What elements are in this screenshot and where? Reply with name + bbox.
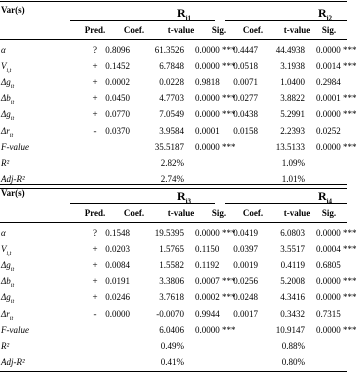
var-cell bbox=[1, 309, 13, 325]
t-cell: 5.2991 bbox=[280, 109, 305, 120]
sig-cell: 0.0252 bbox=[316, 125, 341, 136]
pred-cell: + bbox=[92, 276, 98, 287]
var-cell bbox=[1, 260, 14, 276]
var-cell bbox=[1, 292, 14, 308]
sig-cell: 0.0001 *** bbox=[316, 93, 357, 104]
t-cell: 6.7848 bbox=[159, 61, 184, 72]
header-rule bbox=[0, 222, 347, 223]
var-cell bbox=[1, 276, 14, 292]
sig-cell: 0.0000 *** bbox=[316, 292, 357, 303]
t-cell: 44.4938 bbox=[275, 45, 305, 55]
coef-cell: 0.0370 bbox=[105, 125, 130, 136]
sig-cell: 0.0007 *** bbox=[195, 276, 236, 287]
sig-cell: 0.2984 bbox=[316, 77, 341, 88]
var-subscript: it bbox=[10, 299, 15, 306]
coef-cell: 0.0158 bbox=[233, 125, 258, 136]
var-subscript: it bbox=[9, 315, 14, 322]
fvalue-sig-1: 0.0000 *** bbox=[195, 324, 236, 335]
var-subscript: it bbox=[10, 100, 15, 107]
fvalue-sig-2: 0.0000 *** bbox=[316, 324, 357, 335]
model-title bbox=[305, 189, 345, 208]
pred-cell: - bbox=[93, 125, 97, 136]
var-cell bbox=[1, 109, 14, 125]
var-symbol: Δb bbox=[1, 93, 11, 104]
coef-cell: 0.0256 bbox=[233, 276, 258, 287]
sig-cell: 0.0014 *** bbox=[316, 61, 357, 72]
adjr2-label: Adj-R² bbox=[1, 356, 25, 367]
coef-cell: 0.0248 bbox=[233, 292, 258, 303]
t-cell: 4.3416 bbox=[280, 292, 305, 303]
sig-cell: 0.0000 *** bbox=[316, 109, 357, 120]
model-underline-1 bbox=[70, 20, 215, 21]
coef-cell: 0.0518 bbox=[233, 61, 258, 72]
sig-header: Sig. bbox=[211, 208, 227, 218]
var-symbol: Δg bbox=[1, 260, 11, 271]
model-subscript: i2 bbox=[326, 14, 333, 23]
t-cell: 0.0228 bbox=[159, 77, 184, 88]
pred-cell: + bbox=[92, 61, 98, 72]
sig-header: Sig. bbox=[321, 25, 337, 35]
t-cell: 0.4119 bbox=[280, 260, 305, 271]
model-underline-2 bbox=[225, 203, 347, 204]
var-cell bbox=[1, 45, 6, 56]
sig-cell: 0.0000 *** bbox=[316, 45, 357, 55]
var-cell bbox=[1, 228, 6, 239]
coef-cell: 0.0246 bbox=[105, 292, 130, 303]
coef-cell: 0.0203 bbox=[105, 244, 130, 255]
var-cell bbox=[1, 93, 14, 109]
coef-cell: 0.0002 bbox=[105, 77, 130, 88]
sig-cell: 0.6805 bbox=[316, 260, 341, 271]
r2-1: 0.49% bbox=[160, 340, 184, 351]
pred-cell: + bbox=[92, 93, 98, 104]
pred-header: Pred. bbox=[84, 208, 106, 218]
coef-cell: 0.0438 bbox=[233, 109, 258, 120]
var-subscript: it bbox=[10, 116, 15, 123]
model-title bbox=[164, 189, 204, 208]
fvalue-sig-2: 0.0000 *** bbox=[316, 141, 357, 152]
coef-cell: 0.0084 bbox=[105, 260, 130, 271]
model-subscript: i1 bbox=[185, 14, 192, 23]
sig-cell: 0.0000 *** bbox=[316, 228, 357, 238]
var-symbol: α bbox=[1, 45, 6, 55]
coef-cell: 0.0017 bbox=[233, 308, 258, 319]
t-cell: 19.5395 bbox=[154, 228, 184, 238]
coef-cell: 0.8096 bbox=[105, 45, 130, 55]
fvalue-sig-1: 0.0000 *** bbox=[195, 141, 236, 152]
adjr2-1: 0.41% bbox=[160, 356, 184, 367]
sig-cell: 0.0000 *** bbox=[195, 109, 236, 120]
adjr2-2: 0.80% bbox=[281, 356, 305, 367]
r2-label: R² bbox=[1, 157, 10, 168]
var-symbol: Δg bbox=[1, 109, 11, 120]
sig-cell: 0.0004 *** bbox=[316, 244, 357, 255]
coef-header: Coef. bbox=[123, 25, 145, 35]
pred-cell: ? bbox=[93, 45, 97, 55]
coef-cell: 0.4447 bbox=[233, 45, 258, 55]
model-subscript: i3 bbox=[185, 197, 192, 206]
coef-cell: 0.0419 bbox=[233, 228, 258, 238]
var-cell bbox=[1, 126, 13, 142]
coef-cell: 0.0071 bbox=[233, 77, 258, 88]
t-cell: 3.3806 bbox=[159, 276, 184, 287]
adjr2-2: 1.01% bbox=[281, 173, 305, 184]
var-header: Var(s) bbox=[1, 5, 25, 15]
t-cell: 3.9584 bbox=[159, 125, 184, 136]
coef-cell: 0.1548 bbox=[105, 228, 130, 238]
sig-cell: 0.0000 *** bbox=[195, 228, 236, 238]
coef-cell: 0.1452 bbox=[105, 61, 130, 72]
sig-cell: 0.0000 *** bbox=[195, 45, 236, 55]
var-symbol: V bbox=[1, 61, 7, 72]
model-underline-2 bbox=[225, 20, 347, 21]
var-subscript: it bbox=[9, 132, 14, 139]
t-cell: 3.5517 bbox=[280, 244, 305, 255]
model-name: R bbox=[176, 189, 186, 203]
r2-label: R² bbox=[1, 340, 10, 351]
sig-cell: 0.0001 bbox=[195, 125, 220, 136]
var-subscript: it bbox=[10, 83, 15, 90]
t-cell: 6.0803 bbox=[280, 228, 305, 238]
coef-cell: 0.0000 bbox=[105, 308, 130, 319]
pred-cell: + bbox=[92, 109, 98, 120]
model-title bbox=[164, 6, 204, 25]
pred-cell: + bbox=[92, 260, 98, 271]
var-subscript: i,t bbox=[6, 67, 12, 74]
var-symbol: Δg bbox=[1, 292, 11, 303]
sig-cell: 0.0002 *** bbox=[195, 292, 236, 303]
t-cell: 3.8822 bbox=[280, 93, 305, 104]
fvalue-1: 6.0406 bbox=[159, 324, 184, 335]
coef-cell: 0.0277 bbox=[233, 93, 258, 104]
r2-2: 0.88% bbox=[281, 340, 305, 351]
var-symbol: V bbox=[1, 244, 7, 255]
top-rule bbox=[0, 184, 347, 185]
model-name: R bbox=[176, 6, 186, 20]
pred-cell: - bbox=[93, 308, 97, 319]
t-cell: 7.0549 bbox=[159, 109, 184, 120]
t-cell: -0.0070 bbox=[156, 308, 184, 319]
var-header: Var(s) bbox=[1, 188, 25, 198]
r2-1: 2.82% bbox=[160, 157, 184, 168]
sig-cell: 0.0000 *** bbox=[195, 61, 236, 72]
pred-cell: + bbox=[92, 244, 98, 255]
var-cell bbox=[1, 61, 11, 77]
model-name: R bbox=[317, 6, 327, 20]
t-cell: 5.2008 bbox=[280, 276, 305, 287]
model-name: R bbox=[317, 189, 327, 203]
pred-header: Pred. bbox=[84, 25, 106, 35]
coef-cell: 0.0450 bbox=[105, 93, 130, 104]
model-title bbox=[305, 6, 345, 25]
top-rule bbox=[0, 1, 347, 2]
coef-header: Coef. bbox=[123, 208, 145, 218]
sig-cell: 0.9818 bbox=[195, 77, 220, 88]
model-underline-1 bbox=[70, 203, 215, 204]
sig-cell: 0.0000 *** bbox=[316, 276, 357, 287]
t-cell: 0.3432 bbox=[280, 308, 305, 319]
pred-cell: ? bbox=[93, 228, 97, 238]
t-cell: 1.0400 bbox=[280, 77, 305, 88]
adjr2-1: 2.74% bbox=[160, 173, 184, 184]
var-subscript: it bbox=[10, 266, 15, 273]
fvalue-2: 10.9147 bbox=[275, 324, 305, 335]
t-header: t-value bbox=[283, 25, 311, 35]
fvalue-2: 13.5133 bbox=[275, 141, 305, 152]
sig-header: Sig. bbox=[321, 208, 337, 218]
var-symbol: α bbox=[1, 228, 6, 238]
sig-cell: 0.1150 bbox=[195, 244, 220, 255]
sig-header: Sig. bbox=[211, 25, 227, 35]
sig-cell: 0.0000 *** bbox=[195, 93, 236, 104]
sig-cell: 0.9944 bbox=[195, 308, 220, 319]
t-cell: 4.7703 bbox=[159, 93, 184, 104]
coef-header: Coef. bbox=[242, 208, 264, 218]
fvalue-1: 35.5187 bbox=[154, 141, 184, 152]
t-header: t-value bbox=[167, 25, 195, 35]
var-subscript: it bbox=[10, 283, 15, 290]
coef-cell: 0.0770 bbox=[105, 109, 130, 120]
sig-cell: 0.7315 bbox=[316, 308, 341, 319]
var-subscript: i,t bbox=[6, 250, 12, 257]
header-rule bbox=[0, 39, 347, 40]
var-symbol: Δr bbox=[1, 125, 10, 136]
adjr2-label: Adj-R² bbox=[1, 173, 25, 184]
var-cell bbox=[1, 77, 14, 93]
var-symbol: Δb bbox=[1, 276, 11, 287]
t-cell: 2.2393 bbox=[280, 125, 305, 136]
t-cell: 1.5765 bbox=[159, 244, 184, 255]
var-symbol: Δg bbox=[1, 77, 11, 88]
r2-2: 1.09% bbox=[281, 157, 305, 168]
fvalue-label: F-value bbox=[1, 324, 29, 335]
t-cell: 61.3526 bbox=[154, 45, 184, 55]
pred-cell: + bbox=[92, 292, 98, 303]
coef-cell: 0.0191 bbox=[105, 276, 130, 287]
t-header: t-value bbox=[167, 208, 195, 218]
pred-cell: + bbox=[92, 77, 98, 88]
coef-cell: 0.0397 bbox=[233, 244, 258, 255]
t-header: t-value bbox=[283, 208, 311, 218]
fvalue-label: F-value bbox=[1, 141, 29, 152]
t-cell: 3.1938 bbox=[280, 61, 305, 72]
t-cell: 1.5582 bbox=[159, 260, 184, 271]
sig-cell: 0.1192 bbox=[195, 260, 220, 271]
var-symbol: Δr bbox=[1, 308, 10, 319]
t-cell: 3.7618 bbox=[159, 292, 184, 303]
var-cell bbox=[1, 244, 11, 260]
coef-cell: 0.0019 bbox=[233, 260, 258, 271]
model-subscript: i4 bbox=[326, 197, 333, 206]
coef-header: Coef. bbox=[242, 25, 264, 35]
